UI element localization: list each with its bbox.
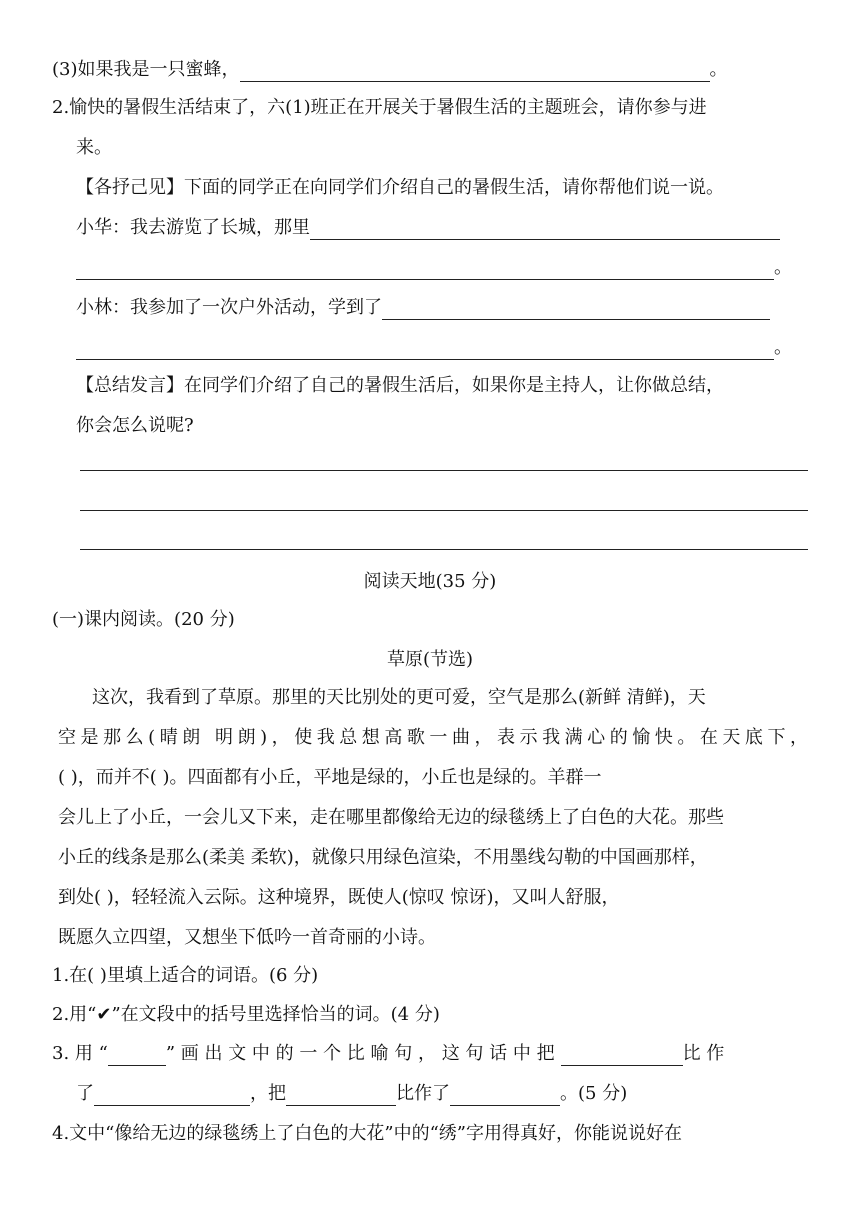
part-zongjiefayan-line2: 你会怎么说呢?: [76, 415, 194, 436]
q3-part-g: 。(5 分): [560, 1083, 628, 1104]
period: 。: [774, 257, 792, 278]
reading-question-1: 1.在( )里填上适合的词语。(6 分): [52, 965, 319, 986]
xiaolin-line: [76, 296, 770, 320]
answer-blank[interactable]: [561, 1045, 683, 1066]
q3-part-a: 3. 用 “: [52, 1043, 108, 1064]
passage-line-4: 会儿上了小丘，一会儿又下来，走在哪里都像给无边的绿毯绣上了白色的大花。那些: [58, 807, 724, 828]
q3-part-c: 比 作: [682, 1043, 725, 1064]
answer-blank[interactable]: [286, 1085, 396, 1106]
question-2-line1: 2.愉快的暑假生活结束了，六(1)班正在开展关于暑假生活的主题班会，请你参与进: [52, 97, 707, 118]
question-1-3-text: (3)如果我是一只蜜蜂，: [52, 59, 240, 80]
answer-blank[interactable]: [310, 219, 780, 240]
part-zongjiefayan: 【总结发言】在同学们介绍了自己的暑假生活后，如果你是主持人，让你做总结，: [76, 375, 724, 396]
answer-line-2[interactable]: [80, 510, 808, 511]
xiaolin-text: 小林：我参加了一次户外活动，学到了: [76, 297, 382, 318]
section-title: 阅读天地(35 分): [363, 571, 497, 592]
q3-part-b: ” 画 出 文 中 的 一 个 比 喻 句 ， 这 句 话 中 把: [165, 1043, 555, 1064]
passage-title: 草原(节选): [386, 649, 474, 670]
period: 。: [774, 337, 792, 358]
question-2-line2: 来。: [76, 137, 112, 158]
answer-blank[interactable]: [76, 259, 774, 280]
reading-question-3-line2: [76, 1082, 627, 1106]
answer-blank[interactable]: [450, 1085, 560, 1106]
xiaohua-text: 小华：我去游览了长城，那里: [76, 217, 310, 238]
answer-blank[interactable]: [94, 1085, 250, 1106]
answer-blank[interactable]: [76, 339, 774, 360]
reading-question-3: [52, 1042, 724, 1066]
xiaohua-line: [76, 216, 780, 240]
underline-sample: [108, 1045, 166, 1066]
xiaohua-line2: [76, 256, 792, 280]
passage-line-3: ( )，而并不( )。四面都有小丘，平地是绿的，小丘也是绿的。羊群一: [58, 767, 602, 788]
question-1-3: [52, 58, 728, 82]
passage-line-6: 到处( )，轻轻流入云际。这种境界，既使人(惊叹 惊讶)，又叫人舒服，: [58, 887, 620, 908]
passage-line-2: 空是那么(晴朗 明朗)，使我总想高歌一曲，表示我满心的愉快。在天底下，: [58, 727, 808, 748]
answer-blank[interactable]: [240, 61, 710, 82]
reading-question-2: 2.用“✔”在文段中的括号里选择恰当的词。(4 分): [52, 1004, 440, 1025]
sub-title: (一)课内阅读。(20 分): [52, 609, 235, 630]
answer-line-3[interactable]: [80, 549, 808, 550]
passage-line-1: 这次，我看到了草原。那里的天比别处的更可爱，空气是那么(新鲜 清鲜)，天: [92, 687, 706, 708]
q3-part-d: 了: [76, 1083, 94, 1104]
q3-part-f: 比作了: [396, 1083, 450, 1104]
period: 。: [709, 59, 728, 80]
passage-line-7: 既愿久立四望，又想坐下低吟一首奇丽的小诗。: [58, 927, 436, 948]
q3-part-e: ，把: [250, 1083, 286, 1104]
part-gechujijian: 【各抒己见】下面的同学正在向同学们介绍自己的暑假生活，请你帮他们说一说。: [76, 177, 724, 198]
answer-line-1[interactable]: [80, 470, 808, 471]
passage-line-5: 小丘的线条是那么(柔美 柔软)，就像只用绿色渲染，不用墨线勾勒的中国画那样，: [58, 847, 708, 868]
xiaolin-line2: [76, 336, 792, 360]
reading-question-4: 4.文中“像给无边的绿毯绣上了白色的大花”中的“绣”字用得真好，你能说说好在: [52, 1123, 682, 1144]
answer-blank[interactable]: [382, 299, 770, 320]
